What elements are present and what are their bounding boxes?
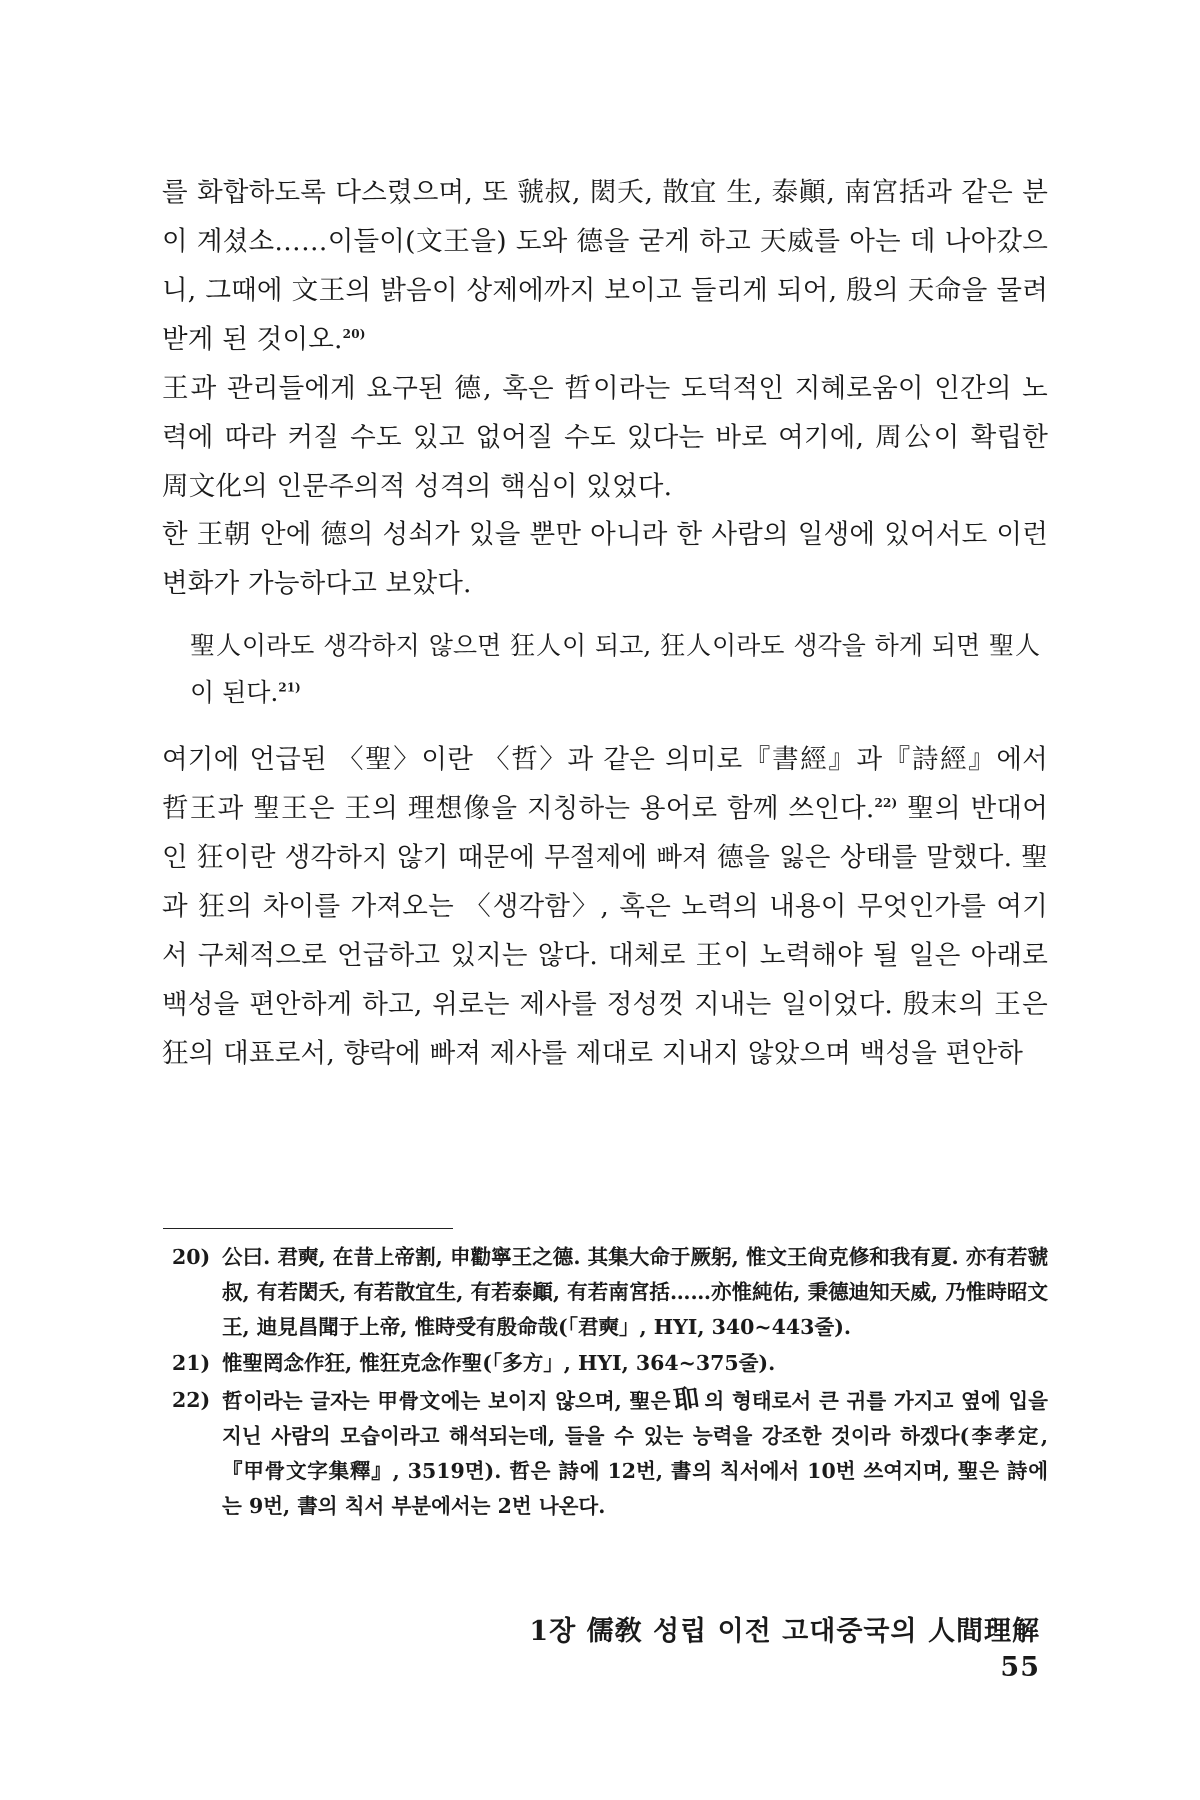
footnote-20 <box>172 1240 1048 1345</box>
paragraph-text: 를 화합하도록 다스렸으며, 또 虢叔, 閎夭, 散宜 生, 泰顚, 南宮括과 같은 분이 계셨소……이들이(文王을) 도와 德을 굳게 하고 天威를 아는 데 나아갔으니, 그때에 文王의 밝음이 상제에까지 보이고 들리게 되어, 殷의 天命을 물려받게 된 것이오. <box>162 177 1048 355</box>
paragraph-text: 王과 관리들에게 요구된 德, 혹은 哲이라는 도덕적인 지혜로움이 인간의 노력에 따라 커질 수도 있고 없어질 수도 있다는 바로 여기에, 周公이 확립한 周文化의 인문주의적 성격의 핵심이 있었다. <box>162 373 1048 502</box>
paragraph-lifetime-change <box>162 510 1048 608</box>
footnote-text: 公曰. 君奭, 在昔上帝割, 申勸寧王之德. 其集大命于厥躬, 惟文王尙克修和我有夏. 亦有若虢叔, 有若閎夭, 有若散宜生, 有若泰顚, 有若南宮括……亦惟純佑, 秉德迪知天威, 乃惟時昭文王, 迪見昌聞于上帝, 惟時受有殷命哉(「君奭」, HYI, 340~443줄). <box>222 1245 1048 1339</box>
footnote-ref-21: 21) <box>278 680 301 695</box>
oracle-bone-glyph-icon: 𦔻 <box>672 1383 703 1417</box>
footnote-ref-20: 20) <box>342 327 366 342</box>
paragraph-sage-and-mad <box>162 735 1048 1078</box>
paragraph-text: 한 王朝 안에 德의 성쇠가 있을 뿐만 아니라 한 사람의 일생에 있어서도 이런 변화가 가능하다고 보았다. <box>162 519 1048 599</box>
footnote-number: 22) <box>172 1388 211 1412</box>
paragraph-text: 여기에 언급된 〈聖〉이란 〈哲〉과 같은 의미로『書經』과『詩經』에서 哲王과 聖王은 王의 理想像을 지칭하는 용어로 함께 쓰인다. <box>162 744 1048 824</box>
paragraph-moral-wisdom <box>162 364 1048 511</box>
footnote-text <box>222 1383 1048 1524</box>
block-quote <box>190 622 1040 716</box>
footnote-22 <box>172 1383 1048 1524</box>
footnote-ref-22: 22) <box>874 796 898 811</box>
footnote-text-part: 哲이라는 글자는 甲骨文에는 보이지 않으며, 聖은 <box>222 1389 671 1413</box>
footnote-number: 21) <box>172 1351 211 1375</box>
running-footer: 1장 儒敎 성립 이전 고대중국의 人間理解 55 <box>529 1616 1040 1683</box>
footnote-divider <box>163 1228 453 1229</box>
paragraph-quote-continuation <box>162 168 1048 364</box>
paragraph-text: 聖의 반대어인 狂이란 생각하지 않기 때문에 무절제에 빠져 德을 잃은 상태를 말했다. 聖과 狂의 차이를 가져오는 〈생각함〉, 혹은 노력의 내용이 무엇인가를 여기서 구체적으로 언급하고 있지는 않다. 대체로 王이 노력해야 될 일은 아래로 백성을 편안하게 하고, 위로는 제사를 정성껏 지내는 일이었다. 殷末의 王은 狂의 대표로서, 향락에 빠져 제사를 제대로 지내지 않았으며 백성을 편안하 <box>162 793 1048 1069</box>
footnote-text: 惟聖罔念作狂, 惟狂克念作聖(「多方」, HYI, 364~375줄). <box>222 1351 776 1375</box>
footnote-number: 20) <box>172 1245 211 1269</box>
quote-text: 聖人이라도 생각하지 않으면 狂人이 되고, 狂人이라도 생각을 하게 되면 聖人이 된다. <box>190 631 1040 707</box>
footnote-21 <box>172 1346 1048 1381</box>
footnote-text-part: 의 형태로서 큰 귀를 가지고 옆에 입을 지닌 사람의 모습이라고 해석되는데, 들을 수 있는 능력을 강조한 것이라 하겠다(李孝定,『甲骨文字集釋』, 3519면). 哲은 詩에 12번, 書의 칙서에서 10번 쓰여지며, 聖은 詩에는 9번, 書의 칙서 부분에서는 2번 나온다. <box>222 1389 1048 1518</box>
